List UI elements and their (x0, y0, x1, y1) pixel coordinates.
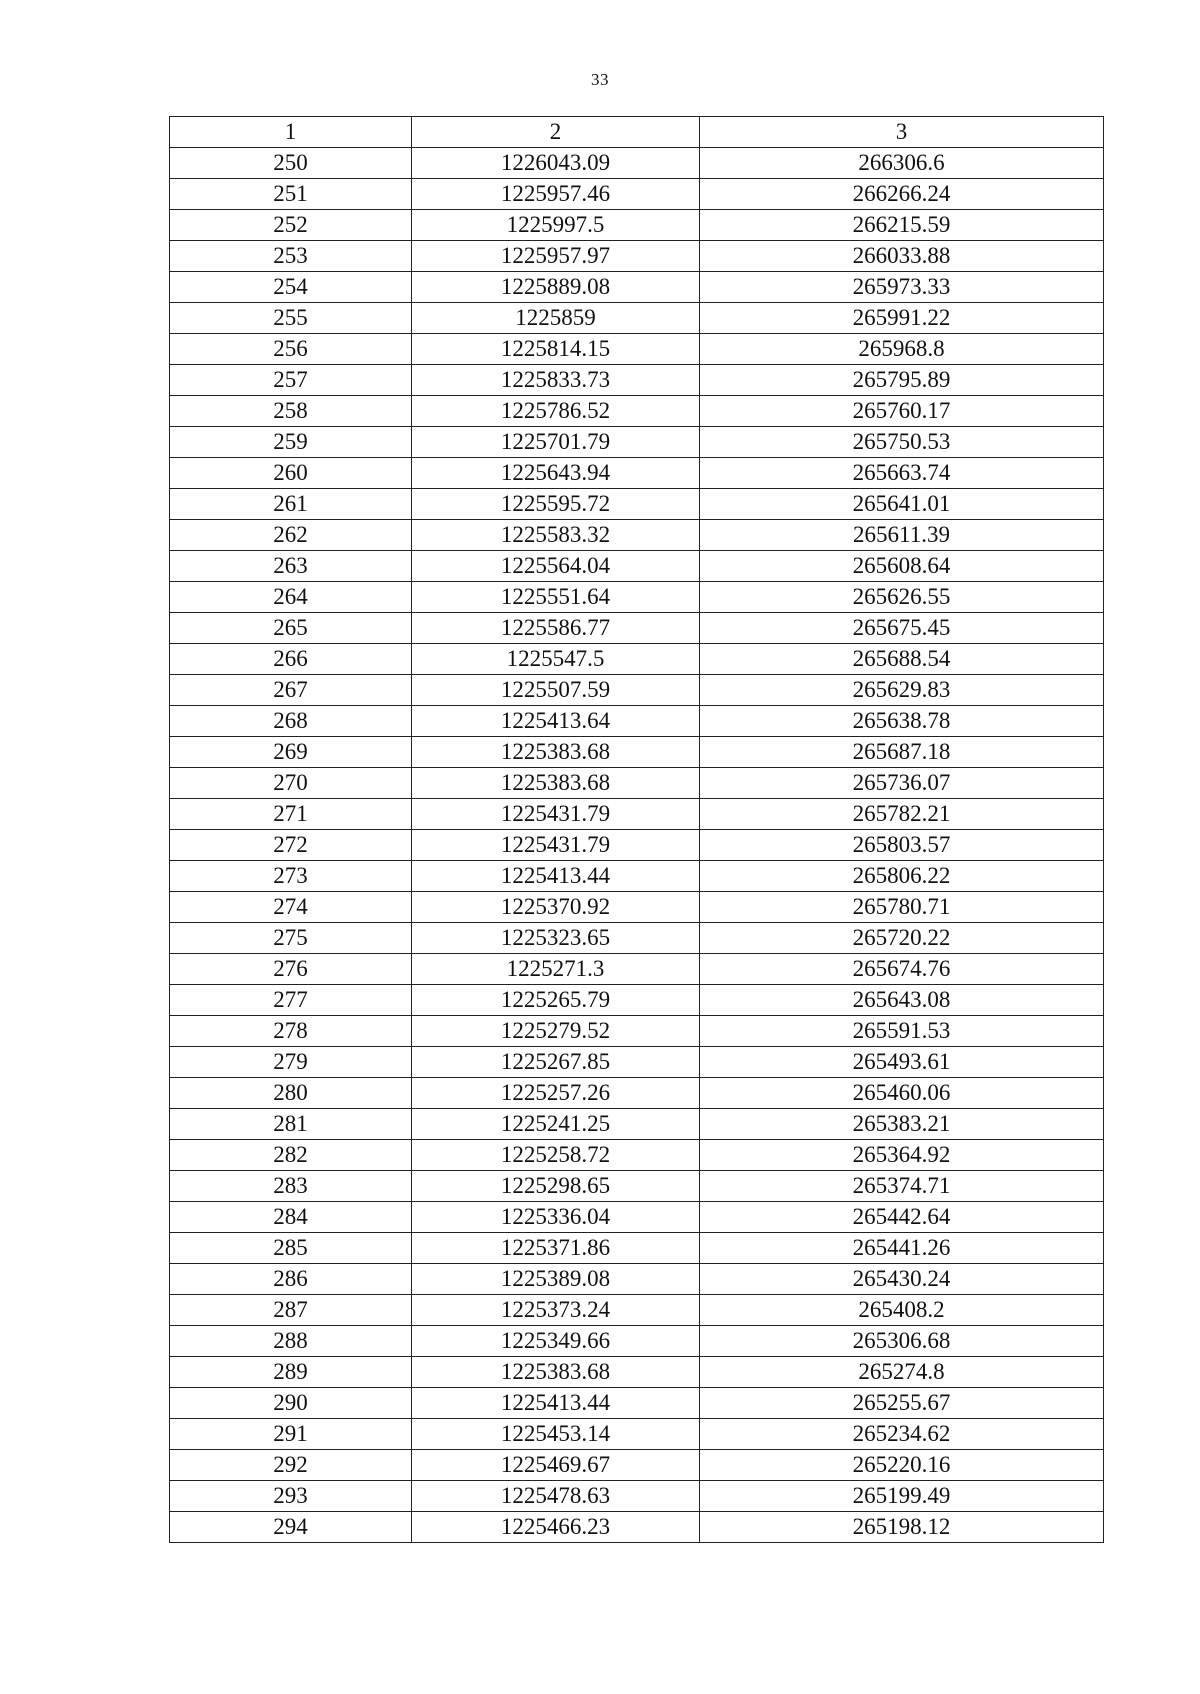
table-cell-col-3: 265687.18 (700, 737, 1104, 768)
table-cell-col-3: 265760.17 (700, 396, 1104, 427)
table-row (170, 1388, 1104, 1419)
table-cell-col-2: 1225371.86 (412, 1233, 700, 1264)
table-row (170, 1047, 1104, 1078)
table-row (170, 768, 1104, 799)
table-cell-col-2: 1225413.44 (412, 861, 700, 892)
table-cell-col-2: 1225786.52 (412, 396, 700, 427)
table-row (170, 458, 1104, 489)
table-row (170, 1016, 1104, 1047)
table-cell-col-3: 265374.71 (700, 1171, 1104, 1202)
table-row (170, 954, 1104, 985)
table-cell-col-1: 289 (170, 1357, 412, 1388)
table-cell-col-1: 258 (170, 396, 412, 427)
table-cell-col-2: 1225241.25 (412, 1109, 700, 1140)
table-row (170, 489, 1104, 520)
table-row (170, 799, 1104, 830)
table-cell-col-2: 1225258.72 (412, 1140, 700, 1171)
table-row (170, 1481, 1104, 1512)
table-cell-col-1: 287 (170, 1295, 412, 1326)
table-cell-col-2: 1225643.94 (412, 458, 700, 489)
table-row (170, 1264, 1104, 1295)
table-cell-col-2: 1225279.52 (412, 1016, 700, 1047)
table-cell-col-3: 265675.45 (700, 613, 1104, 644)
table-cell-col-1: 251 (170, 179, 412, 210)
table-cell-col-3: 265441.26 (700, 1233, 1104, 1264)
table-cell-col-3: 265608.64 (700, 551, 1104, 582)
table-cell-col-3: 265430.24 (700, 1264, 1104, 1295)
table-cell-col-3: 265234.62 (700, 1419, 1104, 1450)
table-cell-col-1: 285 (170, 1233, 412, 1264)
table-cell-col-3: 265626.55 (700, 582, 1104, 613)
table-cell-col-2: 1225833.73 (412, 365, 700, 396)
table-cell-col-1: 283 (170, 1171, 412, 1202)
table-cell-col-2: 1225507.59 (412, 675, 700, 706)
table-row (170, 1512, 1104, 1543)
table-cell-col-1: 278 (170, 1016, 412, 1047)
table-cell-col-3: 265629.83 (700, 675, 1104, 706)
table-cell-col-2: 1225413.64 (412, 706, 700, 737)
table-cell-col-1: 274 (170, 892, 412, 923)
table-row (170, 644, 1104, 675)
table-cell-col-3: 265991.22 (700, 303, 1104, 334)
table-row (170, 241, 1104, 272)
table-cell-col-3: 265688.54 (700, 644, 1104, 675)
table-cell-col-2: 1225453.14 (412, 1419, 700, 1450)
table-cell-col-1: 257 (170, 365, 412, 396)
table-cell-col-1: 264 (170, 582, 412, 613)
table-cell-col-3: 265736.07 (700, 768, 1104, 799)
table-cell-col-3: 265674.76 (700, 954, 1104, 985)
table-cell-col-2: 1225466.23 (412, 1512, 700, 1543)
table-cell-col-3: 265795.89 (700, 365, 1104, 396)
table-cell-col-3: 265408.2 (700, 1295, 1104, 1326)
table-cell-col-1: 281 (170, 1109, 412, 1140)
table-cell-col-2: 1225349.66 (412, 1326, 700, 1357)
column-header-2: 2 (412, 117, 700, 148)
table-cell-col-1: 271 (170, 799, 412, 830)
table-row (170, 582, 1104, 613)
table-row (170, 1109, 1104, 1140)
table-cell-col-1: 266 (170, 644, 412, 675)
table-row (170, 303, 1104, 334)
table-cell-col-1: 280 (170, 1078, 412, 1109)
table-cell-col-3: 265968.8 (700, 334, 1104, 365)
table-cell-col-1: 255 (170, 303, 412, 334)
table-cell-col-1: 290 (170, 1388, 412, 1419)
table-row (170, 830, 1104, 861)
table-cell-col-2: 1225257.26 (412, 1078, 700, 1109)
table-cell-col-3: 266215.59 (700, 210, 1104, 241)
table-row (170, 1419, 1104, 1450)
table-cell-col-3: 265750.53 (700, 427, 1104, 458)
table-cell-col-3: 265611.39 (700, 520, 1104, 551)
table-cell-col-3: 265638.78 (700, 706, 1104, 737)
table-cell-col-1: 293 (170, 1481, 412, 1512)
table-cell-col-3: 265220.16 (700, 1450, 1104, 1481)
table-cell-col-2: 1225389.08 (412, 1264, 700, 1295)
table-cell-col-1: 263 (170, 551, 412, 582)
table-cell-col-2: 1225997.5 (412, 210, 700, 241)
table-row (170, 1140, 1104, 1171)
table-cell-col-1: 286 (170, 1264, 412, 1295)
column-header-1: 1 (170, 117, 412, 148)
table-cell-col-2: 1225564.04 (412, 551, 700, 582)
table-row (170, 334, 1104, 365)
table-cell-col-1: 259 (170, 427, 412, 458)
page-number: 33 (591, 70, 609, 89)
table-cell-col-2: 1225431.79 (412, 799, 700, 830)
table-cell-col-2: 1225957.97 (412, 241, 700, 272)
table-row (170, 179, 1104, 210)
table-row (170, 861, 1104, 892)
table-cell-col-2: 1225383.68 (412, 768, 700, 799)
table-cell-col-1: 268 (170, 706, 412, 737)
table-cell-col-3: 265274.8 (700, 1357, 1104, 1388)
table-cell-col-1: 291 (170, 1419, 412, 1450)
table-cell-col-3: 265803.57 (700, 830, 1104, 861)
table-row (170, 1295, 1104, 1326)
table-cell-col-3: 265782.21 (700, 799, 1104, 830)
table-cell-col-1: 260 (170, 458, 412, 489)
table-row (170, 396, 1104, 427)
table-cell-col-2: 1225383.68 (412, 737, 700, 768)
table-cell-col-2: 1225336.04 (412, 1202, 700, 1233)
table-cell-col-1: 288 (170, 1326, 412, 1357)
table-cell-col-3: 265663.74 (700, 458, 1104, 489)
table-row (170, 427, 1104, 458)
table-cell-col-1: 292 (170, 1450, 412, 1481)
table-cell-col-1: 267 (170, 675, 412, 706)
table-cell-col-1: 254 (170, 272, 412, 303)
table-row (170, 1357, 1104, 1388)
table-cell-col-3: 266033.88 (700, 241, 1104, 272)
table-row (170, 210, 1104, 241)
table-row (170, 892, 1104, 923)
table-row (170, 148, 1104, 179)
table-row (170, 1202, 1104, 1233)
table-cell-col-2: 1225413.44 (412, 1388, 700, 1419)
table-cell-col-3: 265643.08 (700, 985, 1104, 1016)
table-cell-col-2: 1225383.68 (412, 1357, 700, 1388)
table-cell-col-1: 250 (170, 148, 412, 179)
table-cell-col-2: 1225323.65 (412, 923, 700, 954)
table-cell-col-1: 256 (170, 334, 412, 365)
table-row (170, 272, 1104, 303)
table-cell-col-1: 253 (170, 241, 412, 272)
table-cell-col-3: 265198.12 (700, 1512, 1104, 1543)
table-cell-col-1: 282 (170, 1140, 412, 1171)
table-cell-col-2: 1226043.09 (412, 148, 700, 179)
table-row (170, 737, 1104, 768)
table-cell-col-2: 1225814.15 (412, 334, 700, 365)
table-cell-col-2: 1225267.85 (412, 1047, 700, 1078)
table-cell-col-3: 266306.6 (700, 148, 1104, 179)
table-row (170, 923, 1104, 954)
table-row (170, 365, 1104, 396)
table-cell-col-3: 265442.64 (700, 1202, 1104, 1233)
table-row (170, 1078, 1104, 1109)
table-cell-col-1: 261 (170, 489, 412, 520)
table-cell-col-3: 265460.06 (700, 1078, 1104, 1109)
table-cell-col-2: 1225957.46 (412, 179, 700, 210)
table-cell-col-2: 1225265.79 (412, 985, 700, 1016)
table-cell-col-1: 262 (170, 520, 412, 551)
table-body (170, 148, 1104, 1543)
table-row (170, 706, 1104, 737)
table-cell-col-3: 265591.53 (700, 1016, 1104, 1047)
table-cell-col-2: 1225271.3 (412, 954, 700, 985)
coordinates-table (169, 116, 1104, 1543)
table-cell-col-3: 265383.21 (700, 1109, 1104, 1140)
table-cell-col-1: 265 (170, 613, 412, 644)
table-cell-col-2: 1225373.24 (412, 1295, 700, 1326)
table-cell-col-3: 265306.68 (700, 1326, 1104, 1357)
table-cell-col-3: 265641.01 (700, 489, 1104, 520)
table-cell-col-2: 1225586.77 (412, 613, 700, 644)
table-cell-col-2: 1225431.79 (412, 830, 700, 861)
table-row (170, 613, 1104, 644)
table-cell-col-2: 1225547.5 (412, 644, 700, 675)
table-cell-col-2: 1225469.67 (412, 1450, 700, 1481)
table-cell-col-2: 1225595.72 (412, 489, 700, 520)
table-cell-col-1: 284 (170, 1202, 412, 1233)
table-cell-col-1: 273 (170, 861, 412, 892)
table-row (170, 551, 1104, 582)
table-cell-col-1: 272 (170, 830, 412, 861)
table-cell-col-3: 265199.49 (700, 1481, 1104, 1512)
table-cell-col-3: 265720.22 (700, 923, 1104, 954)
table-cell-col-2: 1225583.32 (412, 520, 700, 551)
table-row (170, 985, 1104, 1016)
table-cell-col-2: 1225298.65 (412, 1171, 700, 1202)
table-cell-col-1: 275 (170, 923, 412, 954)
table-cell-col-1: 276 (170, 954, 412, 985)
table-cell-col-1: 252 (170, 210, 412, 241)
table-cell-col-2: 1225370.92 (412, 892, 700, 923)
table-cell-col-3: 265493.61 (700, 1047, 1104, 1078)
table-row (170, 520, 1104, 551)
table-cell-col-3: 265255.67 (700, 1388, 1104, 1419)
table-cell-col-2: 1225478.63 (412, 1481, 700, 1512)
table-cell-col-2: 1225859 (412, 303, 700, 334)
table-cell-col-3: 265973.33 (700, 272, 1104, 303)
table-cell-col-1: 269 (170, 737, 412, 768)
table-cell-col-1: 294 (170, 1512, 412, 1543)
table-cell-col-2: 1225701.79 (412, 427, 700, 458)
table-cell-col-1: 277 (170, 985, 412, 1016)
table-row (170, 675, 1104, 706)
table-cell-col-3: 266266.24 (700, 179, 1104, 210)
table-cell-col-3: 265364.92 (700, 1140, 1104, 1171)
table-row (170, 1233, 1104, 1264)
table-header-row (170, 117, 1104, 148)
table-cell-col-2: 1225889.08 (412, 272, 700, 303)
table-row (170, 1450, 1104, 1481)
table-row (170, 1171, 1104, 1202)
table-row (170, 1326, 1104, 1357)
table-cell-col-3: 265780.71 (700, 892, 1104, 923)
column-header-3: 3 (700, 117, 1104, 148)
table-cell-col-2: 1225551.64 (412, 582, 700, 613)
table-cell-col-3: 265806.22 (700, 861, 1104, 892)
table-cell-col-1: 279 (170, 1047, 412, 1078)
table-cell-col-1: 270 (170, 768, 412, 799)
